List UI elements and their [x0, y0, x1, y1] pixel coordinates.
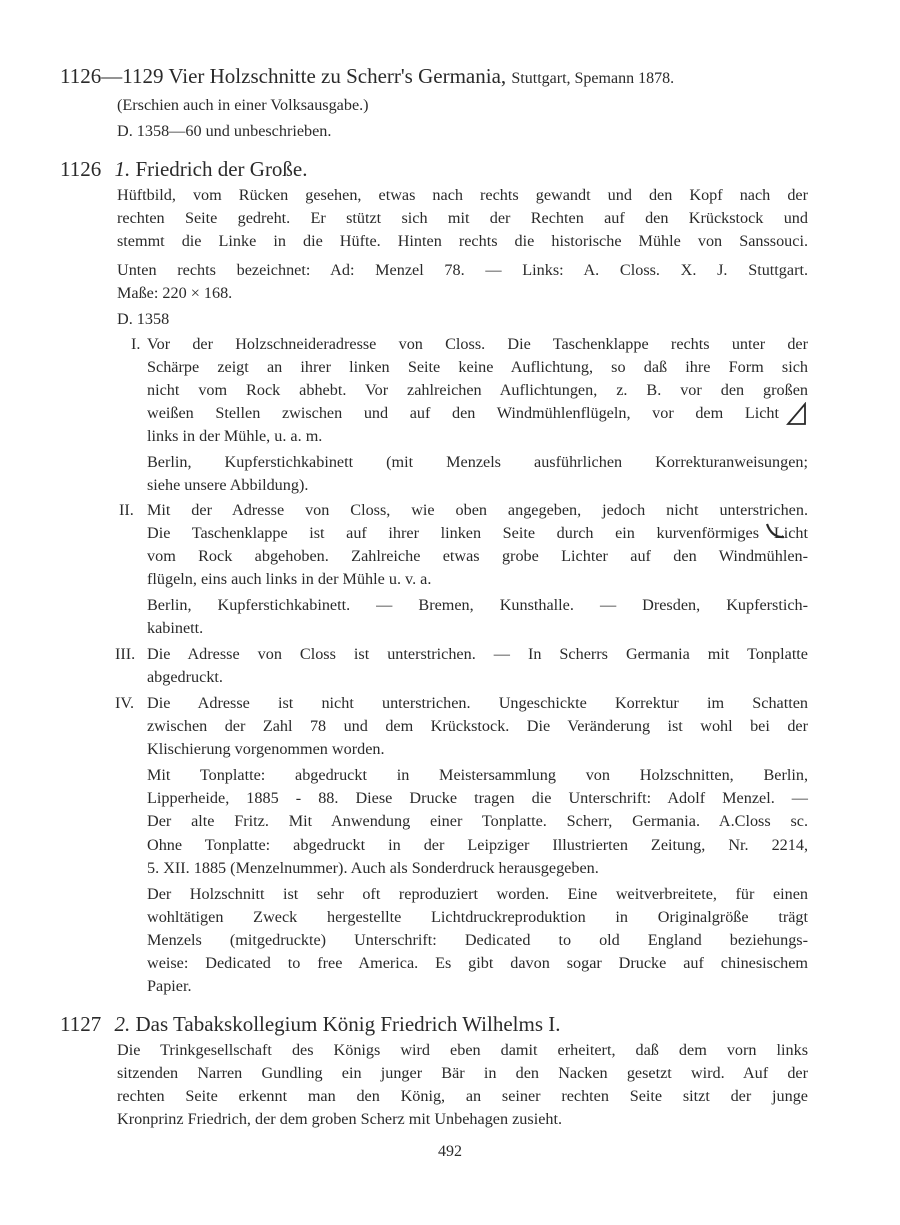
state-numeral: III.: [115, 645, 136, 663]
state-line: nicht vom Rock abhebt. Vor zahlreichen Auflichtungen, z. B. vor den großen: [147, 381, 808, 399]
light-triangle-icon: [786, 402, 808, 431]
note-line: 5. XII. 1885 (Menzelnummer). Auch als Sonderdruck herausgegeben.: [147, 859, 599, 877]
entry-number: 1127: [60, 1012, 102, 1036]
collection-line: kabinett.: [147, 619, 204, 637]
description-line: stemmt die Linke in die Hüfte. Hinten rechts die historische Mühle von Sanssouci.: [117, 232, 808, 250]
state-line: Die Taschenklappe ist auf ihrer linken Seite durch ein kurvenförmiges: [147, 524, 759, 542]
description-line: Die Trinkgesellschaft des Königs wird eben damit erheitert, daß dem vorn links: [117, 1041, 808, 1059]
note-line: Menzels (mitgedruckte) Unterschrift: Dedicated to old England beziehungs-: [147, 931, 808, 949]
note-line: wohltätigen Zweck hergestellte Lichtdruckreproduktion in Originalgröße trägt: [147, 908, 808, 926]
entry-number: 1126: [60, 157, 102, 181]
entry-heading-1127: [60, 1010, 561, 1038]
signature-line: Unten rechts bezeichnet: Ad: Menzel 78. — Links: A. Closs. X. J. Stuttgart.: [117, 261, 808, 279]
state-line: Klischierung vorgenommen worden.: [147, 740, 385, 758]
description-line: rechten Seite erkennt man den König, an seiner rechten Seite sitzt der junge: [117, 1087, 808, 1105]
note-line: Lipperheide, 1885 - 88. Diese Drucke tragen die Unterschrift: Adolf Menzel. —: [147, 789, 808, 807]
entry-ordinal: 2.: [114, 1012, 131, 1036]
state-line: zwischen der Zahl 78 und dem Krückstock. Die Veränderung ist wohl bei der: [147, 717, 808, 735]
intro-line: (Erschien auch in einer Volksausgabe.): [117, 96, 369, 114]
heading-title: Vier Holzschnitte zu Scherr's Germania,: [168, 64, 507, 88]
state-line: weißen Stellen zwischen und auf den Windmühlenflügeln, vor dem Licht: [147, 404, 779, 422]
state-line: Die Adresse von Closs ist unterstrichen. — In Scherrs Germania mit Tonplatte: [147, 645, 808, 663]
note-line: Mit Tonplatte: abgedruckt in Meistersammlung von Holzschnitten, Berlin,: [147, 766, 808, 784]
note-line: Ohne Tonplatte: abgedruckt in der Leipziger Illustrierten Zeitung, Nr. 2214,: [147, 836, 808, 854]
description-line: Kronprinz Friedrich, der dem groben Scherz mit Unbehagen zusieht.: [117, 1110, 563, 1128]
description-line: sitzenden Narren Gundling ein junger Bär in den Nacken gesetzt wird. Auf der: [117, 1064, 808, 1082]
intro-line: D. 1358—60 und unbeschrieben.: [117, 122, 332, 140]
state-line: flügeln, eins auch links in der Mühle u. v. a.: [147, 570, 432, 588]
entry-ordinal: 1.: [114, 157, 131, 181]
description-line: Hüftbild, vom Rücken gesehen, etwas nach rechts gewandt und den Kopf nach der: [117, 186, 808, 204]
state-line: Die Adresse ist nicht unterstrichen. Ungeschickte Korrektur im Schatten: [147, 694, 808, 712]
description-line: rechten Seite gedreht. Er stützt sich mit der Rechten auf den Krückstock und: [117, 209, 808, 227]
state-line: abgedruckt.: [147, 668, 223, 686]
heading-publisher: Stuttgart, Spemann 1878.: [511, 70, 675, 87]
state-line: Mit der Adresse von Closs, wie oben angegeben, jedoch nicht unterstrichen.: [147, 501, 808, 519]
entry-heading-1126: [60, 155, 308, 183]
collection-line: siehe unsere Abbildung).: [147, 476, 309, 494]
page-number: 492: [438, 1143, 462, 1160]
reference: D. 1358: [117, 310, 170, 328]
note-line: Der Holzschnitt ist sehr oft reproduziert worden. Eine weitverbreitete, für einen: [147, 885, 808, 903]
state-numeral: II.: [119, 501, 134, 519]
collection-line: Berlin, Kupferstichkabinett (mit Menzels ausführlichen Korrekturanweisungen;: [147, 453, 808, 471]
state-line-tail: Licht: [773, 524, 808, 542]
note-line: weise: Dedicated to free America. Es gibt davon sogar Drucke auf chinesischem: [147, 954, 808, 972]
section-heading: [60, 62, 674, 93]
heading-number: 1126—1129: [60, 64, 164, 88]
state-numeral: I.: [131, 335, 141, 353]
entry-title: Friedrich der Große.: [135, 157, 308, 181]
state-numeral: IV.: [115, 694, 135, 712]
entry-title: Das Tabakskollegium König Friedrich Wilhelms I.: [135, 1012, 561, 1036]
signature-line: Maße: 220 × 168.: [117, 284, 233, 302]
state-line: Vor der Holzschneideradresse von Closs. Die Taschenklappe rechts unter der: [147, 335, 808, 353]
note-line: Der alte Fritz. Mit Anwendung einer Tonplatte. Scherr, Germania. A.Closs sc.: [147, 812, 808, 830]
state-line: links in der Mühle, u. a. m.: [147, 427, 323, 445]
state-line: Schärpe zeigt an ihrer linken Seite keine Auflichtung, so daß ihre Form sich: [147, 358, 808, 376]
note-line: Papier.: [147, 977, 192, 995]
collection-line: Berlin, Kupferstichkabinett. — Bremen, Kunsthalle. — Dresden, Kupferstich-: [147, 596, 808, 614]
state-line: vom Rock abgehoben. Zahlreiche etwas grobe Lichter auf den Windmühlen-: [147, 547, 808, 565]
